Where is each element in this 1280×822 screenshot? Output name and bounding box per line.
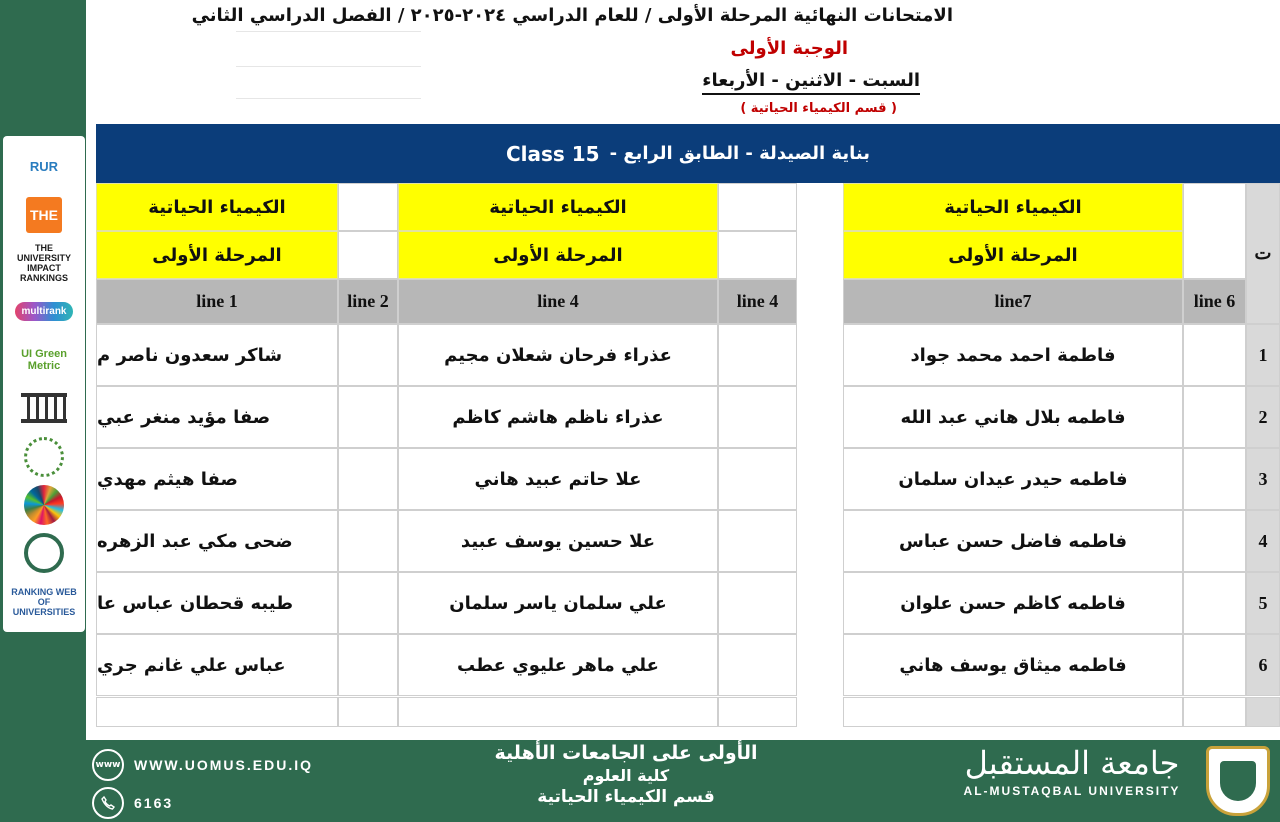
- student-name: علا حسين يوسف عبيد: [398, 510, 718, 572]
- empty-cell: [338, 448, 398, 510]
- line-header: line 1: [96, 279, 338, 324]
- partial-row-cell: [1183, 697, 1246, 727]
- partial-row-cell: [398, 697, 718, 727]
- ranking-logos: [3, 136, 85, 632]
- student-name: صفا هيثم مهدي: [96, 448, 338, 510]
- stage-cell: المرحلة الأولى: [96, 231, 338, 279]
- student-name: فاطمه كاظم حسن علوان: [843, 572, 1183, 634]
- empty-cell: [1183, 183, 1246, 279]
- subject-cell: الكيمياء الحياتية: [843, 183, 1183, 231]
- empty-cell: [338, 231, 398, 279]
- empty-cell: [1183, 510, 1246, 572]
- rur-logo-icon: RUR: [29, 158, 59, 174]
- empty-cell: [1183, 448, 1246, 510]
- line-header: line7: [843, 279, 1183, 324]
- stage-cell: المرحلة الأولى: [398, 231, 718, 279]
- line-header: line 4: [398, 279, 718, 324]
- exam-days: السبت - الاثنين - الأربعاء: [702, 70, 920, 95]
- student-name: عباس علي غانم جري: [96, 634, 338, 696]
- student-name: فاطمه حيدر عيدان سلمان: [843, 448, 1183, 510]
- arab-rankings-logo-icon: [9, 433, 79, 481]
- phone-contact: [92, 786, 313, 820]
- university-crest-icon: [1206, 746, 1270, 816]
- empty-cell: [338, 634, 398, 696]
- empty-cell: [1183, 572, 1246, 634]
- empty-cell: [718, 231, 797, 279]
- the-impact-logo-icon: THE UNIVERSITY IMPACT RANKINGS: [16, 242, 71, 283]
- globe-icon: www: [92, 749, 124, 781]
- row-number: 6: [1246, 634, 1280, 696]
- empty-cell: [338, 386, 398, 448]
- empty-cell: [1183, 634, 1246, 696]
- website-link[interactable]: WWW.UOMUS.EDU.IQ: [134, 757, 313, 773]
- empty-cell: [718, 183, 797, 231]
- index-header: ت: [1246, 183, 1280, 324]
- phone-icon: [92, 787, 124, 819]
- university-brand: جامعة المستقبل AL-MUSTAQBAL UNIVERSITY: [963, 744, 1181, 798]
- ranking-web-logo-icon: RANKING WEB OF UNIVERSITIES: [11, 586, 77, 617]
- student-name: طيبه قحطان عباس عا: [96, 572, 338, 634]
- partial-row-cell: [843, 697, 1183, 727]
- student-name: شاكر سعدون ناصر م: [96, 324, 338, 386]
- line-header: line 2: [338, 279, 398, 324]
- empty-cell: [1183, 386, 1246, 448]
- line-header: line 4: [718, 279, 797, 324]
- banner-building: بناية الصيدلة - الطابق الرابع -: [609, 143, 871, 164]
- partial-row-cell: [338, 697, 398, 727]
- banner-class: Class 15: [505, 141, 600, 166]
- federation-logo-icon: [9, 529, 79, 577]
- empty-cell: [718, 634, 797, 696]
- student-name: عذراء ناظم هاشم كاظم: [398, 386, 718, 448]
- row-number: 5: [1246, 572, 1280, 634]
- student-name: علي ماهر عليوي عطب: [398, 634, 718, 696]
- website-contact: [92, 748, 313, 782]
- empty-cell: [718, 448, 797, 510]
- student-name: فاطمة احمد محمد جواد: [843, 324, 1183, 386]
- student-name: فاطمه بلال هاني عبد الله: [843, 386, 1183, 448]
- subject-cell: الكيمياء الحياتية: [398, 183, 718, 231]
- empty-cell: [718, 572, 797, 634]
- student-name: علا حاتم عبيد هاني: [398, 448, 718, 510]
- partial-row-number: [1246, 697, 1280, 727]
- multirank-logo-icon: multirank: [9, 287, 79, 335]
- the-logo-icon: THE: [9, 191, 79, 239]
- footer-slogan: الأولى على الجامعات الأهلية كلية العلوم قسم الكيمياء الحياتية: [494, 742, 758, 807]
- empty-cell: [338, 510, 398, 572]
- department-label: ( قسم الكيمياء الحياتية ): [740, 101, 897, 116]
- row-number: 2: [1246, 386, 1280, 448]
- pillars-logo-icon: [9, 384, 79, 432]
- empty-cell: [338, 572, 398, 634]
- student-name: صفا مؤيد منغر عبي: [96, 386, 338, 448]
- exam-round: الوجبة الأولى: [730, 38, 848, 59]
- student-name: فاطمه ميثاق يوسف هاني: [843, 634, 1183, 696]
- phone-number: 6163: [134, 795, 174, 811]
- empty-cell: [338, 324, 398, 386]
- subject-cell: الكيمياء الحياتية: [96, 183, 338, 231]
- location-banner: [96, 124, 1280, 183]
- contact-info: [92, 748, 313, 822]
- row-number: 1: [1246, 324, 1280, 386]
- empty-cell: [718, 510, 797, 572]
- footer: [86, 740, 1280, 822]
- row-number: 3: [1246, 448, 1280, 510]
- empty-cell: [1183, 324, 1246, 386]
- student-name: علي سلمان ياسر سلمان: [398, 572, 718, 634]
- greenmetric-logo-icon: UI Green Metric: [21, 347, 67, 372]
- student-name: عذراء فرحان شعلان مجيم: [398, 324, 718, 386]
- empty-cell: [718, 386, 797, 448]
- empty-cell: [338, 183, 398, 231]
- line-header: line 6: [1183, 279, 1246, 324]
- student-name: ضحى مكي عبد الزهره: [96, 510, 338, 572]
- sdg-logo-icon: [9, 481, 79, 529]
- partial-row-cell: [96, 697, 338, 727]
- exam-title: الامتحانات النهائية المرحلة الأولى / للعام الدراسي ٢٠٢٤-٢٠٢٥ / الفصل الدراسي الثاني: [191, 5, 953, 26]
- divider: [236, 31, 421, 32]
- student-name: فاطمه فاضل حسن عباس: [843, 510, 1183, 572]
- divider: [236, 98, 421, 99]
- stage-cell: المرحلة الأولى: [843, 231, 1183, 279]
- row-number: 4: [1246, 510, 1280, 572]
- empty-cell: [718, 324, 797, 386]
- divider: [236, 66, 421, 67]
- partial-row-cell: [718, 697, 797, 727]
